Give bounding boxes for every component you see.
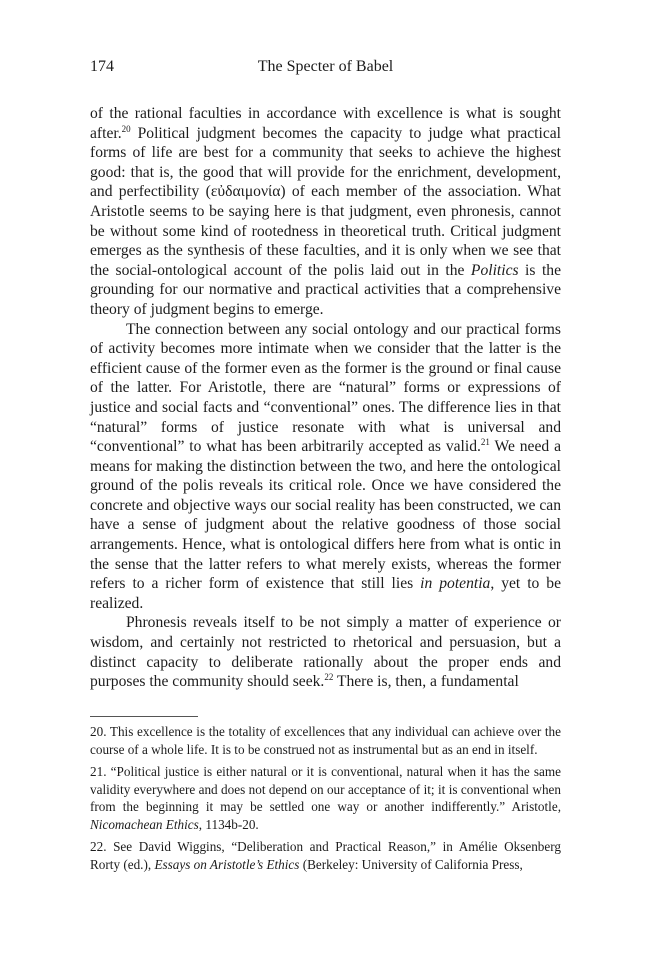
footnote-22-text-b: (Berkeley: University of California Press, xyxy=(299,856,523,872)
footnotes xyxy=(90,723,561,878)
footnote-ref-22: 22 xyxy=(324,672,334,683)
paragraph-2-text-b: We need a means for making the distinction between the two, and here the ontological ground of the polis reveals its critical role. Once we have considered the concrete and objective ways our social reality has been constructed, we can have a sense of judgment about the relative goodness of those social arrangements. Hence, what is ontological differs here from what is ontic in the sense that the latter refers to what merely exists, whereas the former refers to a richer form of existence that still lies xyxy=(90,438,561,593)
footnote-21 xyxy=(90,763,561,833)
footnote-ref-21: 21 xyxy=(480,436,490,447)
footnote-21-text-b: , 1134b-20. xyxy=(198,816,259,832)
footnote-divider xyxy=(90,716,198,717)
footnote-22-italic: Essays on Aristotle’s Ethics xyxy=(154,856,300,872)
footnote-21-italic: Nicomachean Ethics xyxy=(90,816,199,832)
paragraph-1-text-a: of the rational faculties in accordance with excellence is what is sought after. xyxy=(90,105,561,142)
paragraph-2-text-c: , yet to be realized. xyxy=(90,575,561,612)
paragraph-1-text-c: is the grounding for our normative and practical activities that a comprehensive theory of judgment begins to emerge. xyxy=(90,261,561,318)
paragraph-1 xyxy=(90,104,561,320)
paragraph-3-text-a: Phronesis reveals itself to be not simply a matter of experience or wisdom, and certainly not restricted to rhetorical and persuasion, but a distinct capacity to deliberate rationally about the proper ends and purposes the community should seek. xyxy=(90,614,561,691)
footnote-22 xyxy=(90,838,561,873)
footnote-ref-20: 20 xyxy=(121,123,131,134)
footnote-20: 20. This excellence is the totality of excellences that any individual can achieve over the course of a whole life. It is to be construed not as instrumental but as an end in itself. xyxy=(90,724,561,757)
page-number: 174 xyxy=(90,58,114,75)
paragraph-1-italic: Politics xyxy=(470,261,519,279)
page-header xyxy=(90,58,561,82)
body-text xyxy=(90,104,561,692)
paragraph-2-italic: in potentia xyxy=(420,575,491,593)
paragraph-2 xyxy=(90,320,561,614)
paragraph-3 xyxy=(90,613,561,691)
running-head: The Specter of Babel xyxy=(257,58,394,75)
footnote-21-text-a: 21. “Political justice is either natural or it is conventional, natural when it has the same validity everywhere and does not depend on our acceptance of it; it is conventional when from the beginning it may be settled one way or another indifferently.” Aristotle, xyxy=(90,764,561,814)
paragraph-2-text-a: The connection between any social ontology and our practical forms of activity becomes more intimate when we consider that the latter is the efficient cause of the former even as the former is the ground or final cause of the latter. For Aristotle, there are “natural” forms or expressions of justice and social facts and “conventional” ones. The difference lies in that “natural” forms of justice resonate with what is universal and “conventional” to what has been arbitrarily accepted as valid. xyxy=(90,320,561,456)
paragraph-3-text-b: There is, then, a fundamental xyxy=(333,673,519,691)
footnote-22-text-a: 22. See David Wiggins, “Deliberation and Practical Reason,” in Amélie Oksenberg Rorty (ed.), xyxy=(90,839,561,872)
paragraph-1-text-b: Political judgment becomes the capacity to judge what practical forms of life are best for a community that seeks to achieve the highest good: that is, the good that will provide for the enrichment, development, and perfectibility (εὐδαιμονία) of each member of the association. What Aristotle seems to be saying here is that judgment, even phronesis, cannot be without some kind of rootedness in theoretical truth. Critical judgment emerges as the synthesis of these faculties, and it is only when we see that the social-ontological account of the polis laid out in the xyxy=(90,124,561,279)
